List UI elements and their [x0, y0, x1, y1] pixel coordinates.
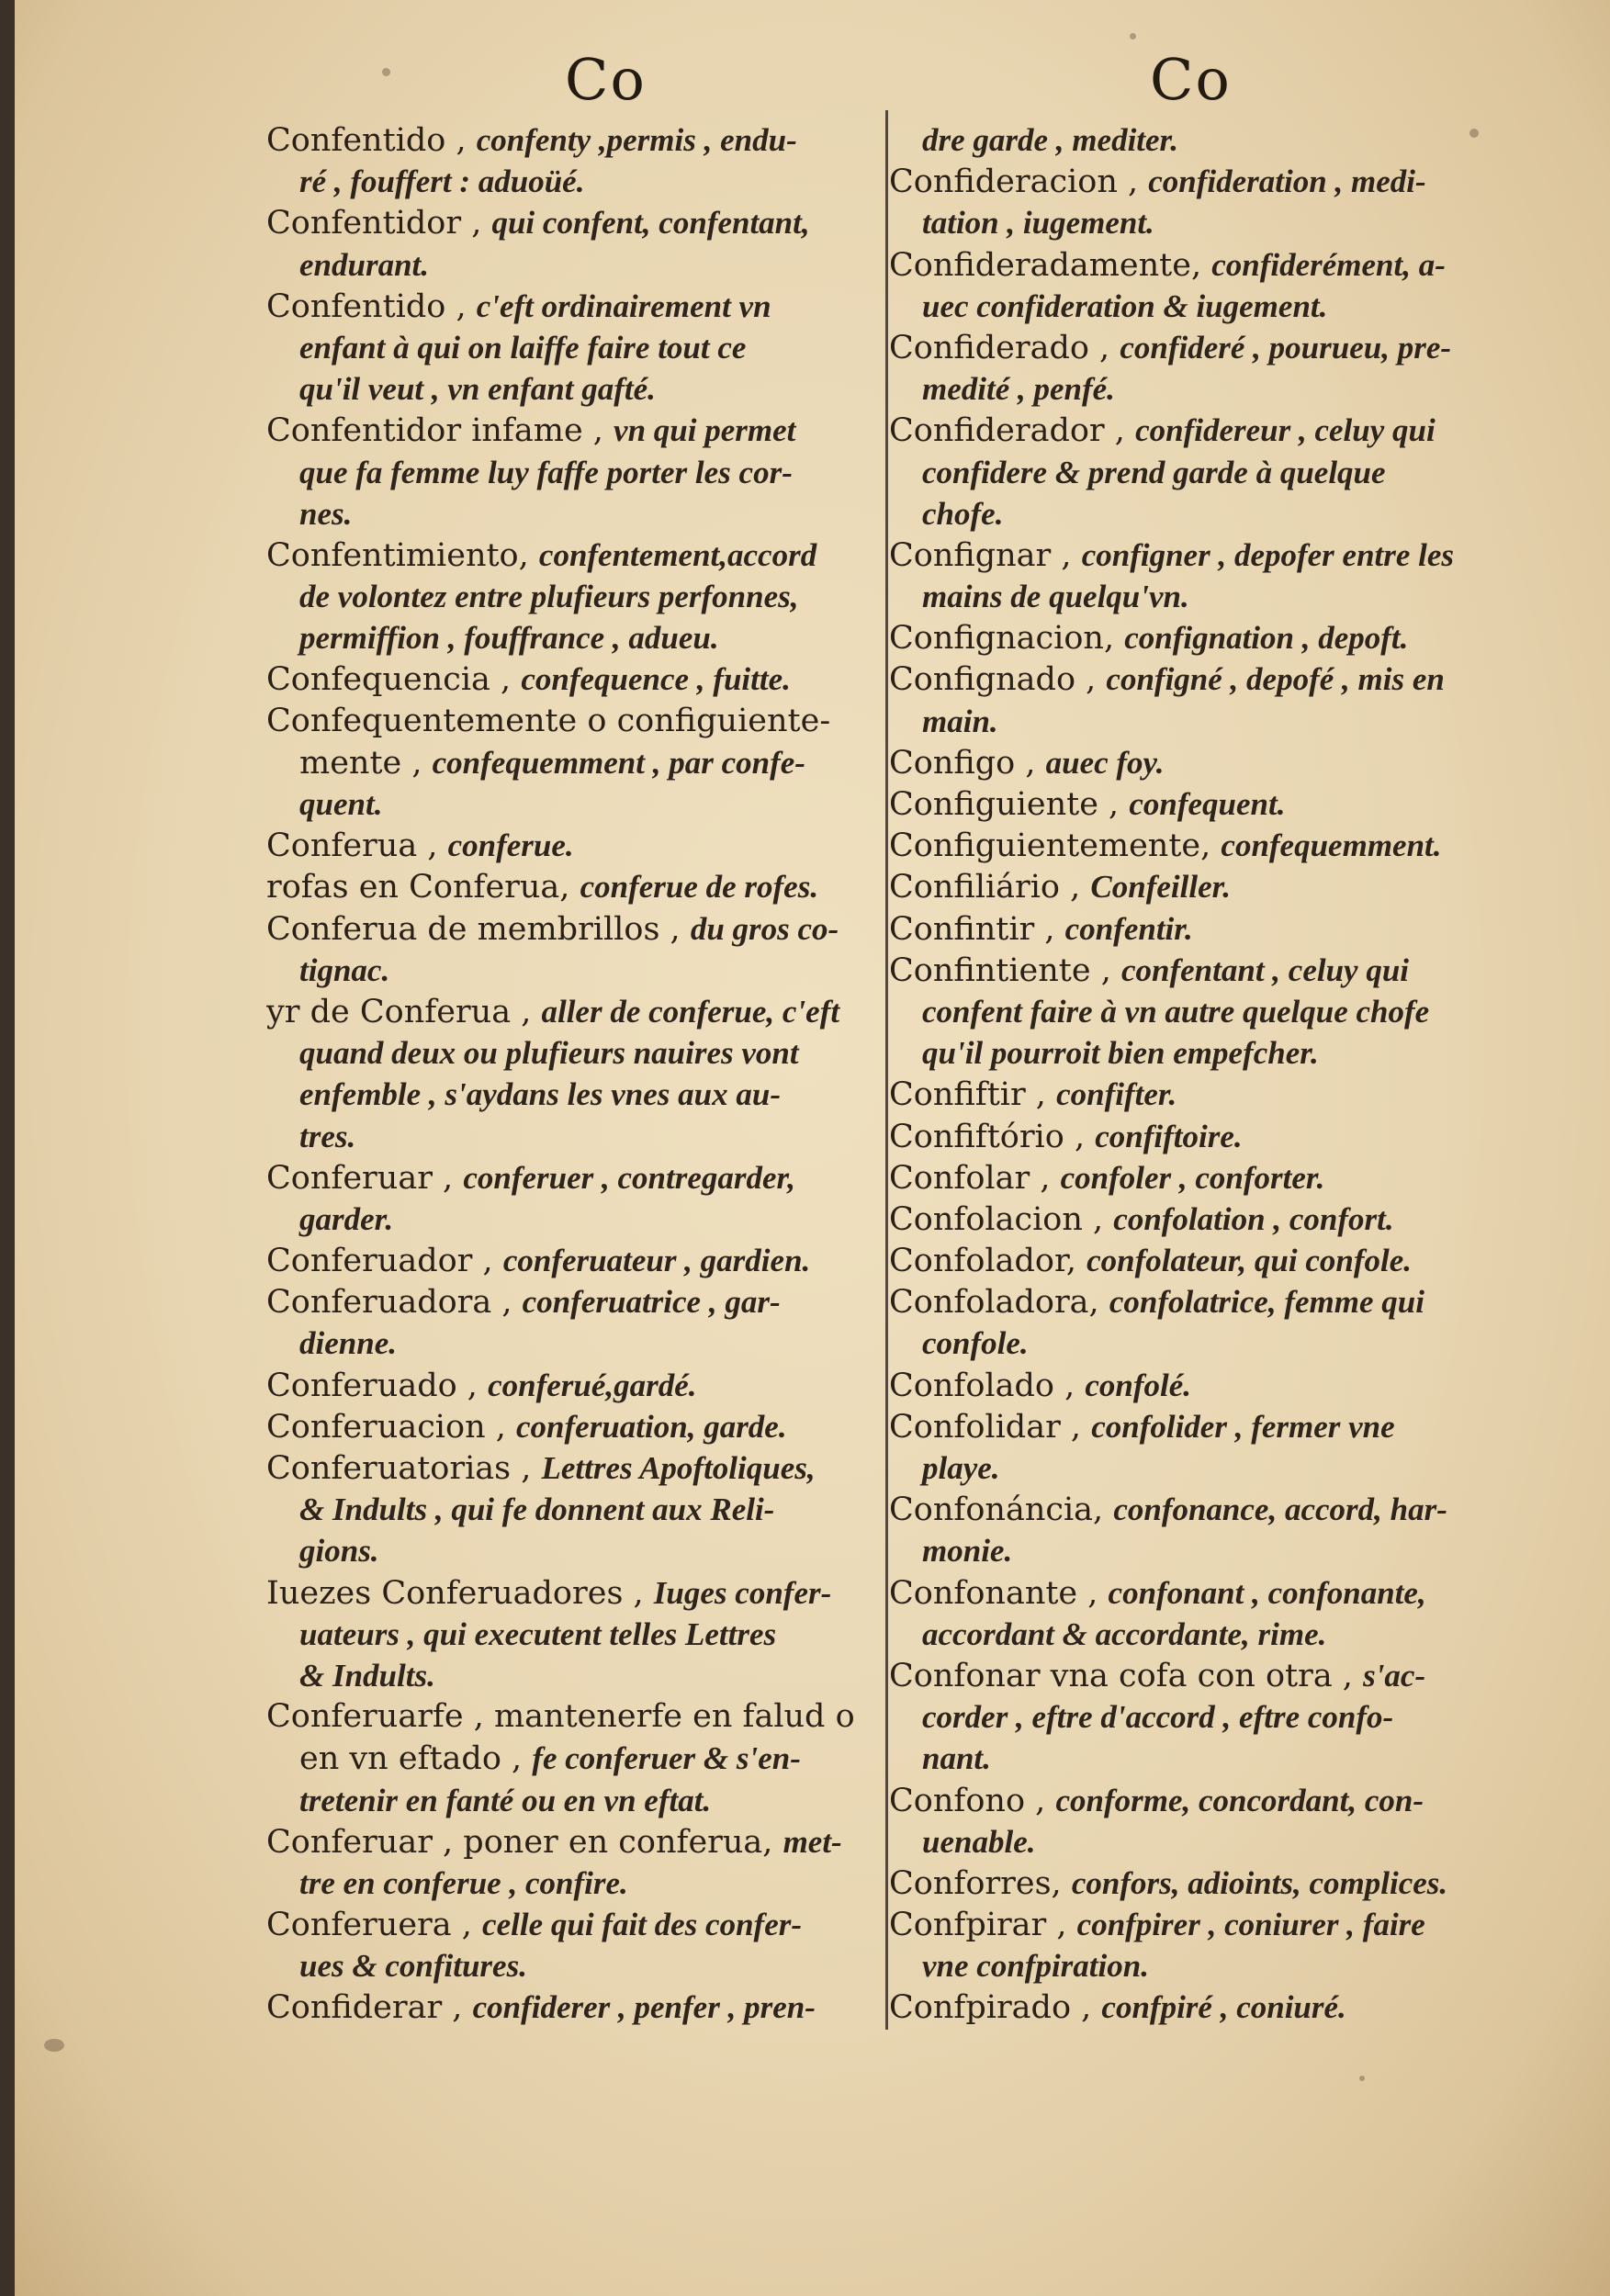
dictionary-line — [889, 1821, 1495, 1863]
french-translation: tres. — [299, 1118, 356, 1154]
headword: Configuientemente, — [889, 827, 1211, 865]
headword: Iuezes Conferuadores , — [266, 1574, 644, 1612]
french-translation: gions. — [299, 1533, 379, 1570]
french-translation: endurant. — [299, 246, 430, 283]
dictionary-line — [266, 286, 873, 327]
dictionary-line — [266, 1863, 873, 1904]
dictionary-line — [889, 1530, 1495, 1571]
french-translation: de volontez entre plufieurs perfonnes, — [299, 579, 799, 615]
french-translation: celle qui fait des confer- — [482, 1907, 803, 1943]
headword: Confiliário , — [889, 869, 1081, 906]
french-translation: conferué,gardé. — [488, 1367, 697, 1403]
dictionary-line — [889, 119, 1495, 161]
headword: Confequentemente o configuiente- — [266, 702, 831, 739]
french-translation: dre garde , mediter. — [922, 122, 1178, 158]
headword: Confolacion , — [889, 1200, 1104, 1238]
french-translation: conferuation, garde. — [516, 1408, 787, 1445]
dictionary-line — [889, 1032, 1495, 1074]
french-translation: enfant à qui on laiffe faire tout ce — [299, 329, 747, 366]
dictionary-line — [266, 493, 873, 535]
french-translation: fe conferuer & s'en- — [532, 1740, 801, 1777]
headword: Confolador, — [889, 1243, 1076, 1280]
foxing-spot — [44, 2039, 64, 2052]
french-translation: confolé. — [1085, 1367, 1192, 1403]
french-translation: ues & confitures. — [299, 1948, 527, 1985]
headword: en vn eftado , — [299, 1740, 523, 1778]
dictionary-line — [266, 368, 873, 410]
french-translation: conferue de rofes. — [580, 869, 819, 906]
headword: Conferuera , — [266, 1907, 472, 1944]
french-translation: nant. — [922, 1740, 991, 1777]
french-translation: confequent. — [1129, 786, 1286, 822]
dictionary-line — [889, 161, 1495, 202]
french-translation: confpirer , coniurer , faire — [1076, 1907, 1425, 1943]
french-translation: s'ac- — [1363, 1657, 1426, 1694]
headword: Confentidor , — [266, 205, 482, 242]
dictionary-line — [266, 202, 873, 243]
headword: Confpirado , — [889, 1989, 1092, 2027]
french-translation: confolateur, qui confole. — [1086, 1243, 1413, 1279]
dictionary-line — [266, 1655, 873, 1696]
foxing-spot — [1130, 33, 1136, 39]
french-translation: & Indults. — [299, 1657, 435, 1694]
dictionary-line — [889, 493, 1495, 535]
dictionary-line — [889, 1655, 1495, 1696]
dictionary-line — [889, 991, 1495, 1032]
french-translation: qui confent, confentant, — [491, 205, 810, 242]
headword: Conferuatorias , — [266, 1450, 532, 1487]
french-translation: configné , depofé , mis en — [1106, 661, 1445, 698]
french-translation: confifter. — [1056, 1076, 1177, 1113]
dictionary-line — [889, 1489, 1495, 1530]
dictionary-line — [266, 410, 873, 451]
dictionary-line — [266, 1032, 873, 1074]
left-column — [266, 119, 873, 2029]
dictionary-line — [266, 1986, 873, 2028]
french-translation: Iuges confer- — [653, 1574, 832, 1611]
french-translation: confors, adioints, complices. — [1071, 1864, 1448, 1901]
headword: Confignacion, — [889, 620, 1115, 658]
dictionary-line — [266, 161, 873, 202]
headword: yr de Conferua , — [266, 993, 532, 1030]
dictionary-line — [266, 950, 873, 991]
headword: Confiderado , — [889, 329, 1110, 366]
dictionary-line — [889, 825, 1495, 866]
french-translation: enfemble , s'aydans les vnes aux au- — [299, 1076, 782, 1113]
dictionary-line — [889, 783, 1495, 825]
french-translation: uateurs , qui executent telles Lettres — [299, 1615, 777, 1652]
headword: Confignar , — [889, 536, 1072, 574]
french-translation: confoler , conforter. — [1060, 1159, 1325, 1196]
dictionary-line — [266, 1614, 873, 1655]
headword: Confiftir , — [889, 1076, 1046, 1114]
french-translation: met- — [782, 1823, 842, 1860]
right-column — [889, 119, 1495, 2029]
dictionary-line — [266, 244, 873, 286]
dictionary-line — [889, 1199, 1495, 1240]
french-translation: aller de conferue, c'eft — [541, 993, 840, 1030]
french-translation: mains de quelqu'vn. — [922, 579, 1189, 615]
dictionary-line — [889, 908, 1495, 950]
dictionary-line — [266, 1904, 873, 1945]
dictionary-line — [889, 1157, 1495, 1199]
dictionary-line — [266, 452, 873, 493]
dictionary-line — [889, 950, 1495, 991]
dictionary-line — [889, 576, 1495, 617]
dictionary-line — [889, 452, 1495, 493]
headword: Conferuar , — [266, 1159, 454, 1197]
dictionary-line — [889, 1738, 1495, 1779]
french-translation: accordant & accordante, rime. — [922, 1615, 1327, 1652]
dictionary-line — [266, 866, 873, 907]
dictionary-line — [266, 825, 873, 866]
headword: Confentido , — [266, 287, 467, 325]
french-translation: playe. — [922, 1450, 1000, 1486]
dictionary-line — [889, 1904, 1495, 1945]
left-running-header: Co — [565, 46, 647, 113]
dictionary-line — [889, 1447, 1495, 1489]
french-translation: confentement,accord — [538, 536, 817, 573]
headword: Conforres, — [889, 1864, 1062, 1902]
french-translation: confentant , celuy qui — [1120, 951, 1410, 988]
french-translation: conferuatrice , gar- — [522, 1284, 781, 1321]
dictionary-line — [266, 742, 873, 783]
dictionary-line — [889, 866, 1495, 907]
headword: Confequencia , — [266, 661, 512, 699]
french-translation: confequemment. — [1221, 827, 1442, 864]
headword: Conferuar , poner en conferua, — [266, 1823, 773, 1861]
dictionary-line — [889, 1945, 1495, 1986]
french-translation: confiderément, a- — [1211, 246, 1446, 283]
dictionary-line — [889, 535, 1495, 576]
headword: rofas en Conferua, — [266, 869, 570, 906]
french-translation: Lettres Apoftoliques, — [541, 1450, 816, 1486]
right-running-header: Co — [1150, 46, 1232, 113]
french-translation: garder. — [299, 1200, 394, 1237]
french-translation: configner , depofer entre les — [1081, 536, 1455, 573]
dictionary-line — [889, 617, 1495, 658]
dictionary-line — [889, 1863, 1495, 1904]
french-translation: tre en conferue , confire. — [299, 1864, 628, 1901]
french-translation: conforme, concordant, con- — [1055, 1782, 1424, 1818]
dictionary-line — [889, 202, 1495, 243]
french-translation: confolatrice, femme qui — [1109, 1284, 1424, 1321]
page-edge-shadow — [0, 0, 15, 2296]
dictionary-line — [889, 1322, 1495, 1364]
dictionary-line — [266, 1406, 873, 1447]
headword: Conferuadora , — [266, 1284, 512, 1322]
french-translation: confonant , confonante, — [1108, 1574, 1426, 1611]
headword: Conferuador , — [266, 1243, 493, 1280]
dictionary-line — [266, 908, 873, 950]
headword: Confentimiento, — [266, 536, 529, 574]
dictionary-line — [266, 1157, 873, 1199]
french-translation: Confeiller. — [1090, 869, 1232, 906]
french-translation: permiffion , fouffrance , adueu. — [299, 620, 719, 657]
dictionary-line — [266, 1365, 873, 1406]
dictionary-line — [889, 1365, 1495, 1406]
headword: mente , — [299, 744, 422, 782]
headword: Confonar vna cofa con otra , — [889, 1657, 1353, 1694]
dictionary-line — [266, 701, 873, 742]
dictionary-line — [266, 1821, 873, 1863]
french-translation: tation , iugement. — [922, 205, 1154, 242]
headword: Confolado , — [889, 1367, 1075, 1404]
headword: Confentidor infame , — [266, 412, 603, 450]
dictionary-line — [266, 1322, 873, 1364]
headword: Confpirar , — [889, 1907, 1067, 1944]
dictionary-line — [889, 1281, 1495, 1322]
dictionary-line — [889, 286, 1495, 327]
dictionary-line — [266, 535, 873, 576]
dictionary-line — [266, 576, 873, 617]
french-translation: chofe. — [922, 495, 1004, 532]
headword: Confintiente , — [889, 951, 1111, 989]
headword: Confono , — [889, 1782, 1046, 1819]
french-translation: nes. — [299, 495, 353, 532]
headword: Conferuado , — [266, 1367, 478, 1404]
french-translation: confidere & prend garde à quelque — [922, 454, 1386, 490]
headword: Confintir , — [889, 910, 1055, 948]
french-translation: qu'il pourroit bien empefcher. — [922, 1035, 1319, 1072]
french-translation: confidereur , celuy qui — [1135, 412, 1435, 449]
french-translation: que fa femme luy faffe porter les cor- — [299, 454, 793, 490]
french-translation: uenable. — [922, 1823, 1036, 1860]
french-translation: confiderer , penfer , pren- — [472, 1989, 816, 2026]
french-translation: ré , fouffert : aduoüé. — [299, 163, 585, 200]
dictionary-line — [889, 1780, 1495, 1821]
french-translation: confentir. — [1064, 910, 1193, 947]
headword: Confolidar , — [889, 1408, 1082, 1446]
french-translation: confiftoire. — [1095, 1118, 1243, 1154]
dictionary-line — [889, 658, 1495, 700]
dictionary-line — [889, 701, 1495, 742]
dictionary-line — [889, 1074, 1495, 1115]
headword: Conferua , — [266, 827, 438, 865]
headword: Confentido , — [266, 122, 467, 159]
french-translation: & Indults , qui fe donnent aux Reli- — [299, 1491, 775, 1528]
dictionary-line — [266, 1116, 873, 1157]
headword: Conferua de membrillos , — [266, 910, 681, 948]
dictionary-line — [266, 991, 873, 1032]
french-translation: confolation , confort. — [1113, 1200, 1394, 1237]
dictionary-line — [889, 1614, 1495, 1655]
foxing-spot — [382, 68, 390, 76]
dictionary-line — [266, 119, 873, 161]
french-translation: confolider , fermer vne — [1091, 1408, 1395, 1445]
french-translation: confenty ,permis , endu- — [476, 122, 797, 158]
french-translation: uec confideration & iugement. — [922, 287, 1328, 324]
french-translation: tignac. — [299, 951, 390, 988]
dictionary-line — [889, 1572, 1495, 1614]
headword: Conferuacion , — [266, 1408, 506, 1446]
french-translation: corder , eftre d'accord , eftre confo- — [922, 1699, 1394, 1736]
french-translation: vn qui permet — [614, 412, 796, 449]
dictionary-line — [889, 1240, 1495, 1281]
headword: Confonante , — [889, 1574, 1098, 1612]
dictionary-line — [889, 244, 1495, 286]
dictionary-line — [889, 742, 1495, 783]
dictionary-line — [889, 368, 1495, 410]
dictionary-line — [266, 1738, 873, 1779]
dictionary-line — [266, 1780, 873, 1821]
dictionary-line — [266, 658, 873, 700]
dictionary-line — [266, 1572, 873, 1614]
french-translation: confonance, accord, har- — [1113, 1491, 1447, 1528]
dictionary-line — [266, 783, 873, 825]
french-translation: tretenir en fanté ou en vn eftat. — [299, 1782, 712, 1818]
headword: Confonáncia, — [889, 1491, 1104, 1529]
dictionary-line — [266, 1447, 873, 1489]
headword: Confiftório , — [889, 1118, 1086, 1155]
french-translation: confpiré , coniuré. — [1101, 1989, 1346, 2026]
french-translation: auec foy. — [1045, 744, 1165, 781]
dictionary-line — [266, 1199, 873, 1240]
french-translation: qu'il veut , vn enfant gafté. — [299, 371, 656, 408]
dictionary-line — [266, 1240, 873, 1281]
headword: Confideracion , — [889, 163, 1139, 201]
column-divider-rule — [885, 110, 888, 2030]
headword: Configuiente , — [889, 786, 1120, 823]
dictionary-line — [266, 1489, 873, 1530]
dictionary-line — [889, 1986, 1495, 2028]
french-translation: confole. — [922, 1325, 1029, 1362]
dictionary-line — [266, 1945, 873, 1986]
french-translation: monie. — [922, 1533, 1013, 1570]
dictionary-line — [889, 1696, 1495, 1738]
french-translation: conferuer , contregarder, — [463, 1159, 795, 1196]
dictionary-line — [266, 1281, 873, 1322]
french-translation: confequemment , par confe- — [432, 744, 805, 781]
headword: Confignado , — [889, 661, 1097, 699]
french-translation: confent faire à vn autre quelque chofe — [922, 993, 1430, 1030]
french-translation: conferue. — [447, 827, 574, 864]
dictionary-line — [889, 1116, 1495, 1157]
french-translation: c'eft ordinairement vn — [476, 287, 771, 324]
french-translation: confequence , fuitte. — [521, 661, 791, 698]
french-translation: main. — [922, 703, 998, 739]
headword: Confiderador , — [889, 412, 1125, 450]
french-translation: confideration , medi- — [1148, 163, 1426, 200]
french-translation: quand deux ou plufieurs nauires vont — [299, 1035, 799, 1072]
headword: Confolar , — [889, 1159, 1051, 1197]
french-translation: vne confpiration. — [922, 1948, 1149, 1985]
dictionary-line — [889, 327, 1495, 368]
dictionary-line — [889, 1406, 1495, 1447]
french-translation: confideré , pourueu, pre- — [1120, 329, 1452, 366]
headword: Confiderar , — [266, 1989, 463, 2027]
french-translation: conferuateur , gardien. — [502, 1243, 811, 1279]
headword: Confideradamente, — [889, 246, 1202, 284]
french-translation: quent. — [299, 786, 383, 822]
headword: Configo , — [889, 744, 1036, 782]
headword: Confoladora, — [889, 1284, 1099, 1322]
headword: Conferuarfe , mantenerfe en falud o — [266, 1698, 855, 1736]
dictionary-line — [266, 327, 873, 368]
french-translation: dienne. — [299, 1325, 397, 1362]
dictionary-line — [889, 410, 1495, 451]
dictionary-line — [266, 1074, 873, 1115]
dictionary-line — [266, 1696, 873, 1738]
foxing-spot — [1359, 2076, 1365, 2081]
dictionary-line — [266, 617, 873, 658]
dictionary-line — [266, 1530, 873, 1571]
french-translation: confignation , depoft. — [1124, 620, 1409, 657]
french-translation: du gros co- — [690, 910, 839, 947]
french-translation: medité , penfé. — [922, 371, 1115, 408]
foxing-spot — [1469, 129, 1479, 138]
